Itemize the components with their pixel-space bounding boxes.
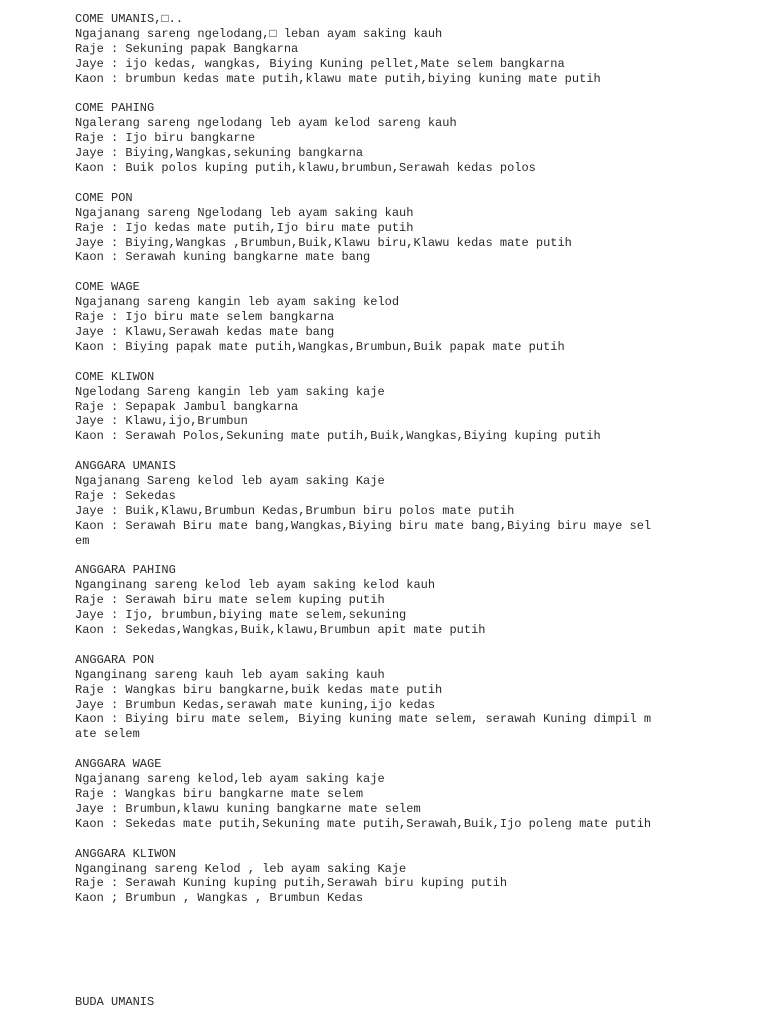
section-come-pahing [75, 101, 695, 176]
section-buda-umanis [75, 995, 695, 1010]
text-line: Raje : Sekedas [75, 488, 176, 503]
section-come-kliwon [75, 370, 695, 445]
text-line: Nganginang sareng Kelod , leb ayam saking Kaje [75, 861, 407, 876]
text-line: Ngajanang Sareng kelod leb ayam saking Kaje [75, 474, 385, 489]
section-anggara-umanis [75, 459, 695, 548]
text-line: Nganginang sareng kelod leb ayam saking kelod kauh [75, 578, 436, 593]
text-line: Jaye : Klawu,ijo,Brumbun [75, 414, 248, 429]
section-come-pon [75, 191, 695, 266]
text-line: Jaye : Klawu,Serawah kedas mate bang [75, 324, 335, 339]
text-line: Raje : Sepapak Jambul bangkarna [75, 399, 299, 414]
text-line: Ngajanang sareng kelod,leb ayam saking kaje [75, 772, 385, 787]
section-heading: ANGGARA WAGE [75, 757, 162, 772]
text-line: Kaon : Buik polos kuping putih,klawu,brumbun,Serawah kedas polos [75, 161, 536, 176]
section-anggara-pahing [75, 563, 695, 638]
text-line: Ngajanang sareng Ngelodang leb ayam saking kauh [75, 205, 414, 220]
text-line: Raje : Wangkas biru bangkarne,buik kedas mate putih [75, 682, 443, 697]
text-line: Jaye : Biying,Wangkas,sekuning bangkarna [75, 146, 364, 161]
text-line: ate selem [75, 727, 140, 742]
section-come-wage [75, 280, 695, 355]
text-line: Jaye : Biying,Wangkas ,Brumbun,Buik,Klawu biru,Klawu kedas mate putih [75, 235, 572, 250]
section-come-umanis [75, 12, 695, 87]
section-heading: ANGGARA PAHING [75, 563, 176, 578]
text-line: Ngelodang Sareng kangin leb yam saking kaje [75, 384, 385, 399]
text-line: Ngalerang sareng ngelodang leb ayam kelod sareng kauh [75, 116, 457, 131]
text-line: Raje : Wangkas biru bangkarne mate selem [75, 787, 364, 801]
text-line: Kaon : Sekedas mate putih,Sekuning mate putih,Serawah,Buik,Ijo poleng mate putih [75, 816, 652, 831]
text-line: Kaon : Biying biru mate selem, Biying kuning mate selem, serawah Kuning dimpil m [75, 712, 652, 727]
text-line: Ngajanang sareng ngelodang,□ leban ayam saking kauh [75, 26, 443, 41]
text-line: Raje : Serawah biru mate selem kuping putih [75, 593, 385, 608]
text-line: Kaon : Biying papak mate putih,Wangkas,Brumbun,Buik papak mate putih [75, 339, 565, 354]
section-heading: COME WAGE [75, 280, 140, 295]
text-line: Jaye : Brumbun,klawu kuning bangkarne mate selem [75, 801, 421, 816]
text-line: em [75, 533, 90, 548]
section-heading: ANGGARA UMANIS [75, 459, 176, 474]
text-line: Nganginang sareng kauh leb ayam saking kauh [75, 667, 385, 682]
section-heading: COME UMANIS,□.. [75, 12, 184, 26]
section-anggara-pon [75, 653, 695, 742]
text-line: Jaye : Ijo, brumbun,biying mate selem,sekuning [75, 608, 407, 623]
section-anggara-wage [75, 757, 695, 832]
text-line: Kaon : Sekedas,Wangkas,Buik,klawu,Brumbun apit mate putih [75, 623, 486, 638]
section-heading: COME PON [75, 190, 133, 205]
text-line: Ngajanang sareng kangin leb ayam saking kelod [75, 295, 400, 310]
text-line: Kaon : brumbun kedas mate putih,klawu mate putih,biying kuning mate putih [75, 71, 601, 86]
text-line: Raje : Serawah Kuning kuping putih,Serawah biru kuping putih [75, 876, 508, 891]
text-line: Raje : Ijo biru mate selem bangkarna [75, 310, 335, 325]
text-line: Jaye : Buik,Klawu,Brumbun Kedas,Brumbun biru polos mate putih [75, 503, 515, 518]
text-line: Raje : Sekuning papak Bangkarna [75, 41, 299, 56]
section-heading: ANGGARA PON [75, 652, 155, 667]
section-anggara-kliwon [75, 847, 695, 907]
text-line: Raje : Ijo kedas mate putih,Ijo biru mate putih [75, 220, 414, 235]
text-line: Kaon : Serawah Polos,Sekuning mate putih,Buik,Wangkas,Biying kuping putih [75, 429, 601, 444]
text-line: Raje : Ijo biru bangkarne [75, 131, 256, 146]
section-heading: COME PAHING [75, 101, 155, 116]
section-heading: COME KLIWON [75, 369, 155, 384]
section-heading: BUDA UMANIS [75, 995, 155, 1010]
text-line: Kaon : Serawah Biru mate bang,Wangkas,Biying biru mate bang,Biying biru maye sel [75, 518, 652, 533]
text-line: Jaye : ijo kedas, wangkas, Biying Kuning pellet,Mate selem bangkarna [75, 56, 565, 71]
text-line: Jaye : Brumbun Kedas,serawah mate kuning,ijo kedas [75, 697, 436, 712]
document-page [75, 12, 695, 1025]
text-line: Kaon ; Brumbun , Wangkas , Brumbun Kedas [75, 891, 364, 906]
section-heading: ANGGARA KLIWON [75, 846, 176, 861]
text-line: Kaon : Serawah kuning bangkarne mate bang [75, 250, 371, 265]
